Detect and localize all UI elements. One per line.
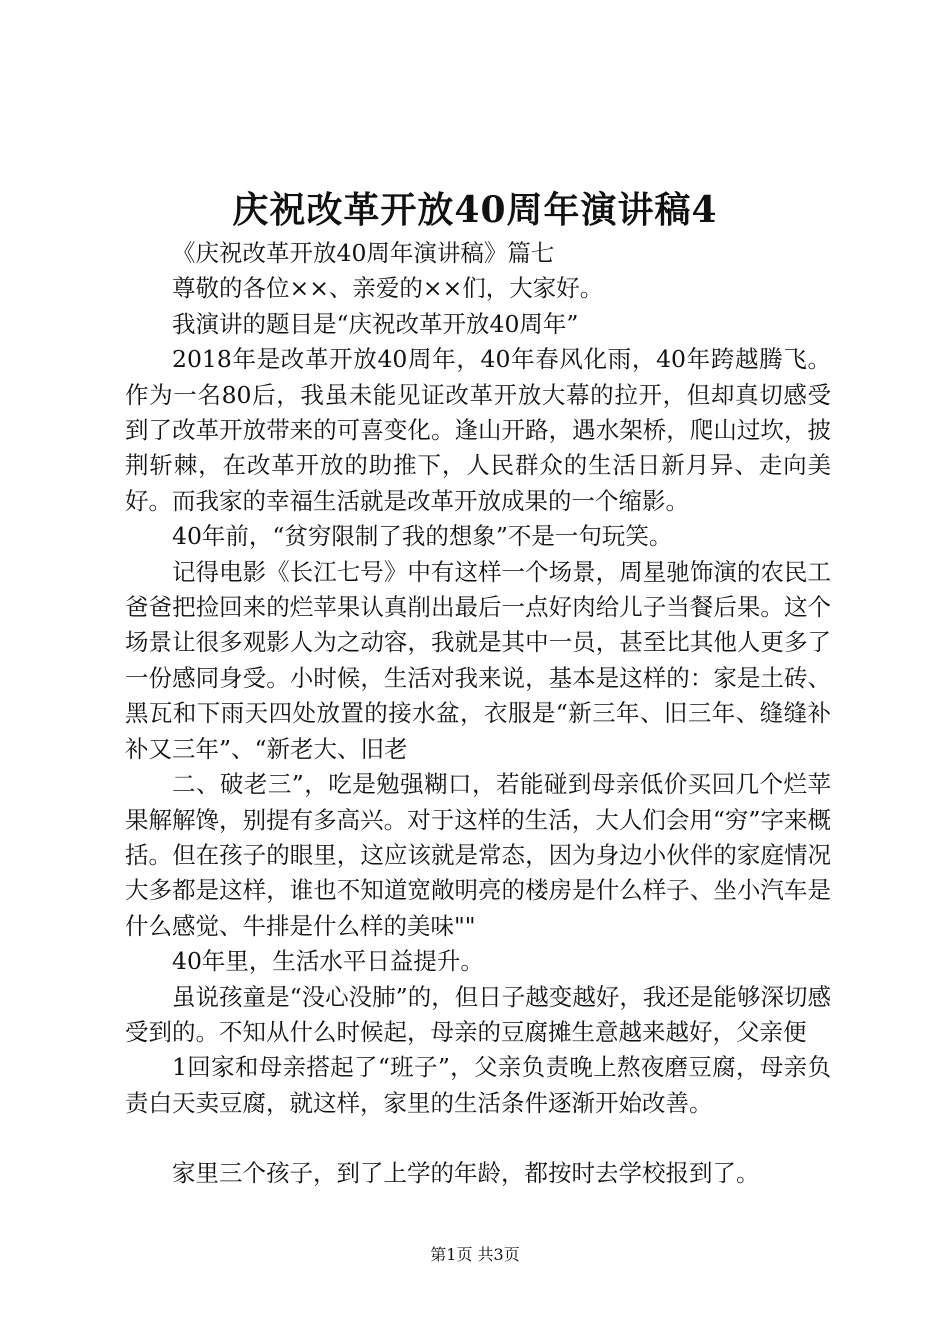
- paragraph: 我演讲的题目是“庆祝改革开放40周年”: [172, 309, 579, 338]
- paragraph: 《庆祝改革开放40周年演讲稿》篇七: [172, 239, 555, 267]
- document-body: [125, 236, 831, 1192]
- paragraph: 2018年是改革开放40周年，40年春风化雨，40年跨越腾飞。作为一名80后，我虽未能见证改革开放大幕的拉开，但却真切感受到了改革开放带来的可喜变化。逢山开路，遇水架桥，爬山过坎，披荆斩棘，在改革开放的助推下，人民群众的生活日新月异、走向美好。而我家的幸福生活就是改革开放成果的一个缩影。: [125, 345, 831, 515]
- paragraph: 虽说孩童是“没心没肺”的，但日子越变越好，我还是能够深切感受到的。不知从什么时候起，母亲的豆腐摊生意越来越好，父亲便: [125, 982, 831, 1046]
- paragraph: 记得电影《长江七号》中有这样一个场景，周星驰饰演的农民工爸爸把捡回来的烂苹果认真削出最后一点好肉给儿子当餐后果。这个场景让很多观影人为之动容，我就是其中一员，甚至比其他人更多了一份感同身受。小时候，生活对我来说，基本是这样的：家是土砖、黑瓦和下雨天四处放置的接水盆，衣服是“新三年、旧三年、缝缝补补又三年”、“新老大、旧老: [125, 557, 831, 763]
- paragraph: 40年前，“贫穷限制了我的想象”不是一句玩笑。: [172, 522, 673, 551]
- document-title: 庆祝改革开放40周年演讲稿4: [232, 189, 718, 231]
- paragraph: 40年里，生活水平日益提升。: [172, 947, 484, 976]
- paragraph: 尊敬的各位××、亲爱的××们，大家好。: [172, 274, 604, 303]
- paragraph: 家里三个孩子，到了上学的年龄，都按时去学校报到了。: [172, 1159, 760, 1188]
- page-number: 第1页 共3页: [430, 1245, 520, 1264]
- paragraph: 1回家和母亲搭起了“班子”，父亲负责晚上熬夜磨豆腐，母亲负责白天卖豆腐，就这样，家里的生活条件逐渐开始改善。: [125, 1053, 831, 1117]
- paragraph: 二、破老三”，吃是勉强糊口，若能碰到母亲低价买回几个烂苹果解解馋，别提有多高兴。对于这样的生活，大人们会用“穷”字来概括。但在孩子的眼里，这应该就是常态，因为身边小伙伴的家庭情况大多都是这样，谁也不知道宽敞明亮的楼房是什么样子、坐小汽车是什么感觉、牛排是什么样的美味"": [125, 770, 831, 940]
